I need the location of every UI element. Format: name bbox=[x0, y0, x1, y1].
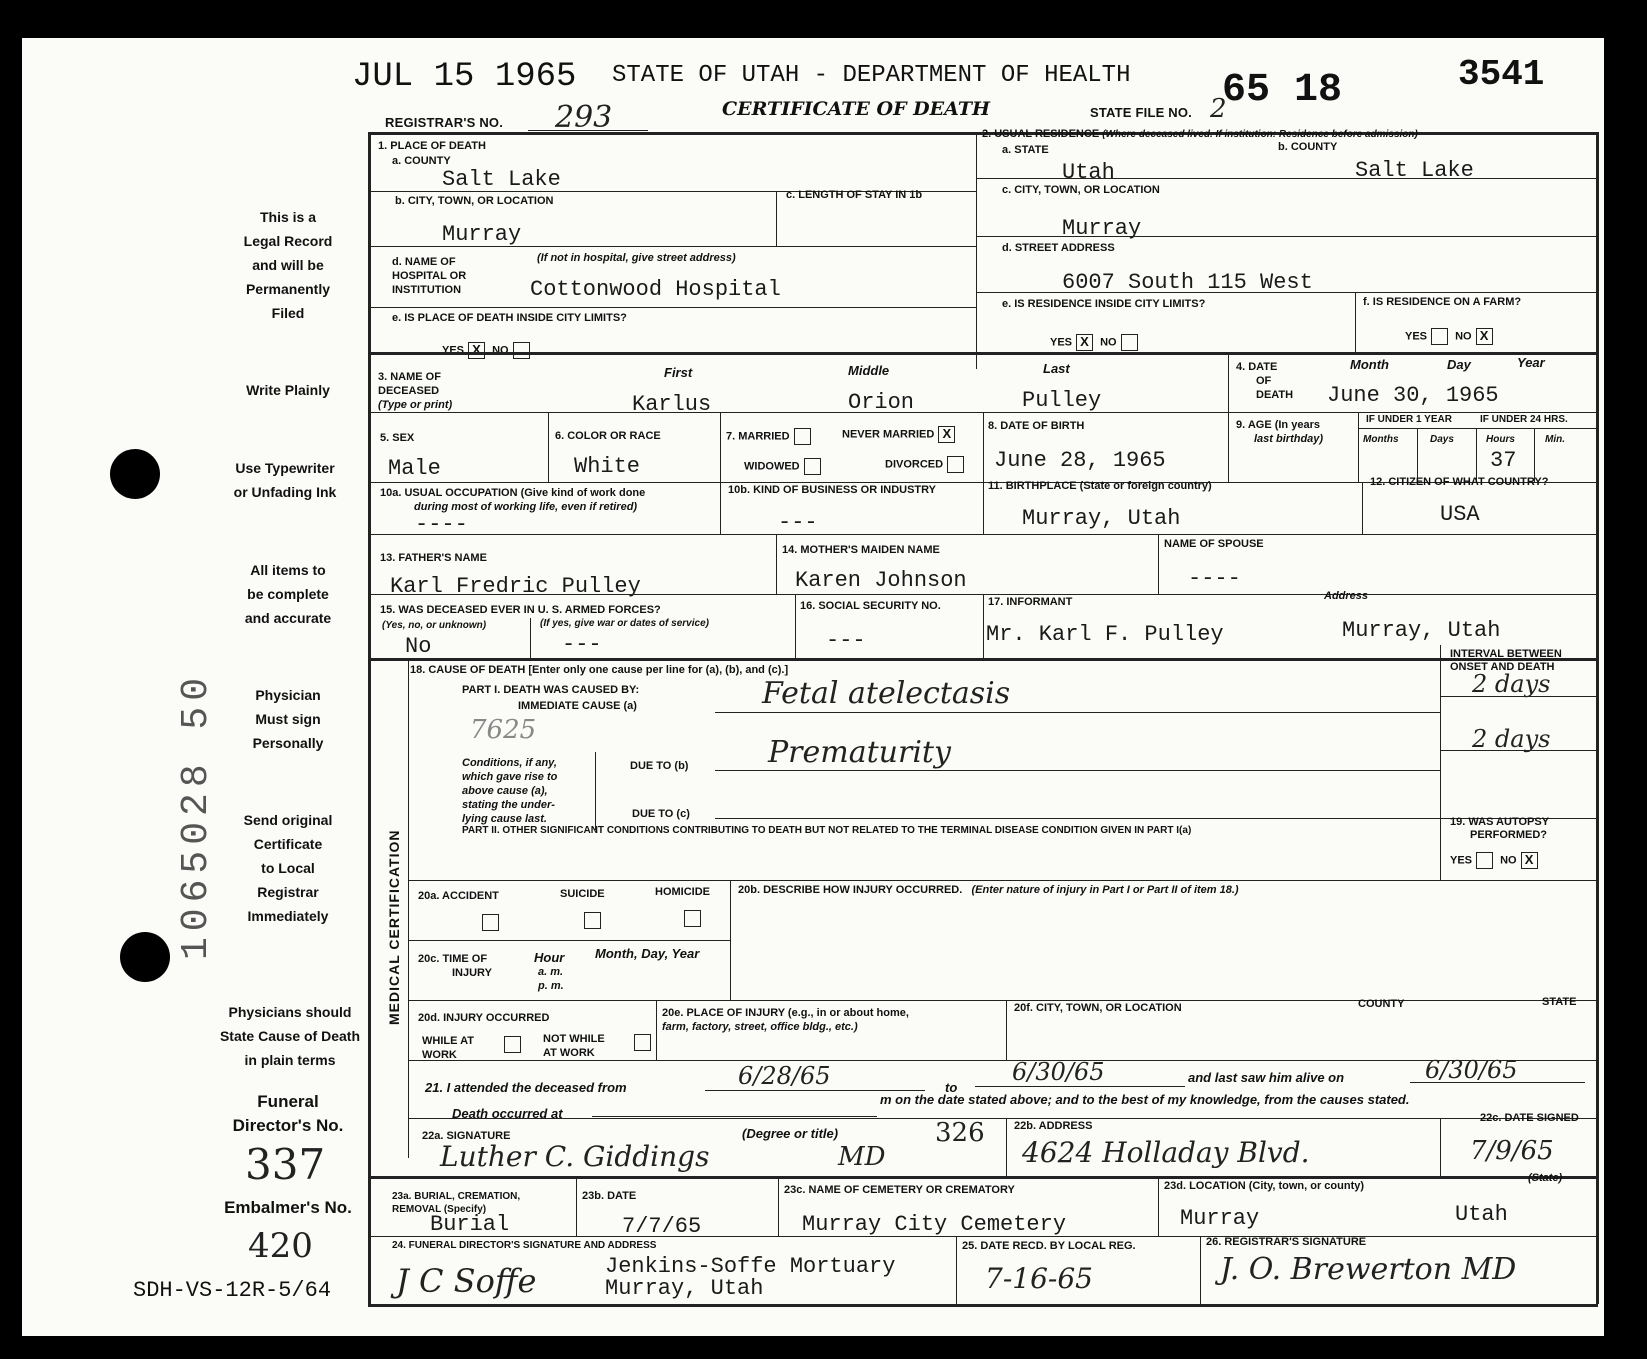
injury-county-label: COUNTY bbox=[1358, 998, 1405, 1010]
residence-state: Utah bbox=[1062, 160, 1115, 185]
farm-label: f. IS RESIDENCE ON A FARM? bbox=[1363, 296, 1522, 308]
race-label: 6. COLOR OR RACE bbox=[555, 430, 661, 442]
sidebar-send: Send original Certificate to Local Registrar Immediately bbox=[243, 812, 333, 924]
hospital-name: Cottonwood Hospital bbox=[530, 277, 781, 302]
first-name: Karlus bbox=[632, 392, 712, 417]
last-name: Pulley bbox=[1022, 388, 1102, 413]
physician-address: 4624 Holladay Blvd. bbox=[1022, 1136, 1310, 1169]
immediate-cause: Fetal atelectasis bbox=[762, 676, 1011, 711]
sidebar-typewriter: Use Typewriter or Unfading Ink bbox=[233, 460, 337, 500]
accident-label: 20a. ACCIDENT bbox=[418, 890, 499, 902]
burial-date: 7/7/65 bbox=[622, 1214, 702, 1239]
date-stamp: JUL 15 1965 bbox=[352, 58, 577, 96]
autopsy-yes-checkbox[interactable] bbox=[1476, 852, 1493, 869]
last-saw: 6/30/65 bbox=[1425, 1056, 1518, 1084]
conditions-label: Conditions, if any, which gave rise to above cause (a), stating the under- lying cause last. bbox=[462, 757, 558, 825]
funeral-home-name: Jenkins-Soffe Mortuary bbox=[605, 1254, 896, 1279]
year-label: Year bbox=[1517, 355, 1545, 370]
date-received: 7-16-65 bbox=[985, 1262, 1093, 1295]
middle-label: Middle bbox=[848, 363, 890, 378]
birth-date-label: 8. DATE OF BIRTH bbox=[988, 420, 1085, 432]
physician-address-label: 22b. ADDRESS bbox=[1014, 1120, 1093, 1132]
age-hours: 37 bbox=[1490, 448, 1517, 473]
yes-checkbox[interactable]: X bbox=[468, 342, 485, 359]
day-label: Day bbox=[1447, 357, 1471, 372]
residence-county: Salt Lake bbox=[1355, 158, 1474, 183]
month-day-year-label: Month, Day, Year bbox=[595, 946, 700, 961]
street-address: 6007 South 115 West bbox=[1062, 270, 1313, 295]
medical-certification-label: MEDICAL CERTIFICATION bbox=[386, 829, 402, 1025]
death-date: June 30, 1965 bbox=[1327, 383, 1499, 408]
widowed-checkbox[interactable] bbox=[804, 458, 821, 475]
part-1-label: PART I. DEATH WAS CAUSED BY: bbox=[462, 684, 640, 696]
residence-county-label: b. COUNTY bbox=[1278, 141, 1338, 153]
agency-title: STATE OF UTAH - DEPARTMENT OF HEALTH bbox=[612, 62, 1131, 89]
physician-number: 326 bbox=[935, 1118, 985, 1148]
hour-label: Hour bbox=[534, 950, 565, 965]
registrars-no-label: REGISTRAR'S NO. bbox=[385, 115, 504, 130]
business: --- bbox=[778, 510, 818, 535]
part-2-label: PART II. OTHER SIGNIFICANT CONDITIONS CONTRIBUTING TO DEATH BUT NOT RELATED TO THE TERMINAL DISEASE CONDITION GIVEN IN PART I(a) bbox=[462, 825, 1192, 836]
residence-city-label: c. CITY, TOWN, OR LOCATION bbox=[1002, 184, 1160, 196]
month-label: Month bbox=[1350, 357, 1389, 372]
injury-occurred-label: 20d. INJURY OCCURRED bbox=[418, 1012, 550, 1024]
while-at-work-checkbox[interactable] bbox=[504, 1036, 521, 1053]
residence-farm: YES NO X bbox=[1405, 328, 1497, 345]
address-label: Address bbox=[1324, 590, 1369, 602]
autopsy-performed: YES NO X bbox=[1450, 852, 1542, 869]
am-label: a. m. bbox=[538, 966, 564, 978]
to-label: to bbox=[945, 1080, 958, 1095]
funeral-director-no: 337 bbox=[245, 1140, 326, 1189]
age-label: 9. AGE (In years last birthday) bbox=[1236, 419, 1324, 445]
hospital-label: d. NAME OF HOSPITAL OR INSTITUTION bbox=[392, 256, 467, 296]
suicide-checkbox[interactable] bbox=[584, 912, 601, 929]
residence-yes-checkbox[interactable]: X bbox=[1076, 334, 1093, 351]
marital-married: 7. MARRIED bbox=[726, 428, 815, 445]
divorced-checkbox[interactable] bbox=[947, 456, 964, 473]
farm-yes-checkbox[interactable] bbox=[1431, 328, 1448, 345]
months-label: Months bbox=[1363, 434, 1399, 445]
not-while-at-work: NOT WHILE AT WORK bbox=[543, 1033, 605, 1059]
injury-city-label: 20f. CITY, TOWN, OR LOCATION bbox=[1014, 1002, 1182, 1014]
registrars-no: 293 bbox=[555, 100, 613, 135]
married-checkbox[interactable] bbox=[794, 428, 811, 445]
classification-code: 7625 bbox=[470, 715, 537, 745]
burial-type: Burial bbox=[430, 1212, 510, 1237]
date-signed: 7/9/65 bbox=[1470, 1136, 1554, 1166]
marital-widowed: WIDOWED bbox=[744, 458, 825, 475]
punch-hole-top bbox=[110, 449, 160, 499]
last-saw-label: and last saw him alive on bbox=[1188, 1070, 1345, 1085]
burial-location: Murray bbox=[1180, 1206, 1260, 1231]
file-number: 3541 bbox=[1458, 54, 1545, 95]
hours-label: Hours bbox=[1486, 434, 1515, 445]
under-24-label: IF UNDER 24 HRS. bbox=[1480, 414, 1568, 425]
pm-label: p. m. bbox=[538, 980, 564, 992]
cemetery-label: 23c. NAME OF CEMETERY OR CREMATORY bbox=[784, 1184, 1015, 1196]
autopsy-no-checkbox[interactable]: X bbox=[1521, 852, 1538, 869]
usual-residence-label: 2. USUAL RESIDENCE (Where deceased lived. If institution: Residence before admission) bbox=[982, 128, 1418, 140]
last-label: Last bbox=[1043, 361, 1070, 376]
sex-label: 5. SEX bbox=[380, 432, 415, 444]
citizen: USA bbox=[1440, 502, 1480, 527]
hospital-note: (If not in hospital, give street address) bbox=[537, 252, 736, 264]
document-title: CERTIFICATE OF DEATH bbox=[722, 98, 990, 120]
armed-sub-1: (Yes, no, or unknown) bbox=[382, 620, 487, 631]
date-received-label: 25. DATE RECD. BY LOCAL REG. bbox=[962, 1240, 1136, 1252]
attended-to: 6/30/65 bbox=[1012, 1058, 1105, 1086]
autopsy-label: 19. WAS AUTOPSY PERFORMED? bbox=[1450, 816, 1550, 841]
sidebar-physicians-should: Physicians should State Cause of Death in plain terms bbox=[219, 1004, 361, 1068]
farm-no-checkbox[interactable]: X bbox=[1476, 328, 1493, 345]
punch-hole-bottom bbox=[120, 932, 170, 982]
injury-desc-label: 20b. DESCRIBE HOW INJURY OCCURRED. (Enter nature of injury in Part I or Part II of item 18.) bbox=[738, 884, 1239, 896]
race: White bbox=[574, 454, 641, 479]
never-married-checkbox[interactable]: X bbox=[938, 426, 955, 443]
accident-checkbox[interactable] bbox=[482, 914, 499, 931]
degree-label: (Degree or title) bbox=[742, 1126, 839, 1141]
armed-dates: --- bbox=[562, 632, 602, 657]
location-label: 23d. LOCATION (City, town, or county) bbox=[1164, 1180, 1365, 1192]
birthplace-label: 11. BIRTHPLACE (State or foreign country) bbox=[988, 480, 1212, 492]
marital-divorced: DIVORCED bbox=[885, 456, 968, 473]
burial-state: Utah bbox=[1455, 1202, 1508, 1227]
mother-label: 14. MOTHER'S MAIDEN NAME bbox=[782, 544, 940, 556]
location-state-label: (State) bbox=[1528, 1172, 1563, 1184]
first-label: First bbox=[664, 365, 693, 380]
no-checkbox[interactable] bbox=[513, 342, 530, 359]
due-to-b: Prematurity bbox=[768, 735, 951, 770]
death-county: Salt Lake bbox=[442, 167, 561, 192]
attended-from: 6/28/65 bbox=[738, 1062, 831, 1090]
state-file-no: 2 bbox=[1210, 94, 1227, 124]
not-while-at-work-checkbox[interactable] bbox=[634, 1034, 651, 1051]
length-stay-label: c. LENGTH OF STAY IN 1b bbox=[786, 189, 923, 201]
birthplace: Murray, Utah bbox=[1022, 506, 1181, 531]
death-inside-city: YES X NO bbox=[442, 342, 534, 359]
armed-forces: No bbox=[405, 634, 432, 659]
ssn-label: 16. SOCIAL SECURITY NO. bbox=[800, 600, 941, 612]
due-to-b-label: DUE TO (b) bbox=[630, 760, 689, 772]
informant-label: 17. INFORMANT bbox=[988, 596, 1073, 608]
informant-address: Murray, Utah bbox=[1342, 618, 1501, 643]
sidebar-legal-record: This is a Legal Record and will be Permanently Filed bbox=[243, 209, 333, 321]
armed-sub-2: (If yes, give war or dates of service) bbox=[540, 618, 709, 629]
deceased-name-label: 3. NAME OF DECEASED (Type or print) bbox=[378, 371, 453, 411]
occurred-at-label: Death occurred at bbox=[452, 1106, 563, 1121]
immediate-cause-label: IMMEDIATE CAUSE (a) bbox=[518, 700, 637, 712]
residence-inside-label: e. IS RESIDENCE INSIDE CITY LIMITS? bbox=[1002, 298, 1206, 310]
occurred-at-tail: m on the date stated above; and to the best of my knowledge, from the causes stated. bbox=[880, 1092, 1410, 1107]
registrar-signature: J. O. Brewerton MD bbox=[1220, 1252, 1517, 1287]
birth-date: June 28, 1965 bbox=[994, 448, 1166, 473]
county-label: a. COUNTY bbox=[392, 155, 451, 167]
sex: Male bbox=[388, 456, 441, 481]
funeral-director-signature: J C Soffe bbox=[396, 1262, 537, 1300]
embalmer-label: Embalmer's No. bbox=[224, 1198, 352, 1217]
signature-label: 22a. SIGNATURE bbox=[422, 1130, 511, 1142]
interval-a: 2 days bbox=[1472, 670, 1551, 698]
file-prefix: 65 18 bbox=[1222, 68, 1343, 113]
interval-label: INTERVAL BETWEEN ONSET AND DEATH bbox=[1450, 648, 1562, 673]
time-of-injury-label: 20c. TIME OF INJURY bbox=[418, 953, 492, 979]
funeral-home-city: Murray, Utah bbox=[605, 1276, 764, 1301]
spouse-name: ---- bbox=[1188, 566, 1241, 591]
occupation: ---- bbox=[415, 512, 468, 537]
interval-b: 2 days bbox=[1472, 725, 1551, 753]
middle-name: Orion bbox=[848, 390, 915, 415]
informant-name: Mr. Karl F. Pulley bbox=[986, 622, 1224, 647]
death-date-label: 4. DATE OF DEATH bbox=[1236, 361, 1294, 401]
business-label: 10b. KIND OF BUSINESS OR INDUSTRY bbox=[728, 484, 937, 496]
under-1-year-label: IF UNDER 1 YEAR bbox=[1366, 414, 1452, 425]
registrar-sig-label: 26. REGISTRAR'S SIGNATURE bbox=[1206, 1236, 1367, 1248]
place-of-injury-label: 20e. PLACE OF INJURY (e.g., in or about home, farm, factory, street, office bldg., etc.) bbox=[662, 1007, 909, 1033]
homicide-label: HOMICIDE bbox=[655, 886, 710, 898]
min-label: Min. bbox=[1545, 434, 1565, 445]
physician-degree: MD bbox=[838, 1142, 886, 1172]
spouse-label: NAME OF SPOUSE bbox=[1164, 538, 1264, 550]
place-of-death-label: 1. PLACE OF DEATH bbox=[378, 140, 486, 152]
death-city: Murray bbox=[442, 222, 522, 247]
embalmer-no: 420 bbox=[248, 1226, 313, 1266]
funeral-director-label: Funeral Director's No. bbox=[232, 1092, 344, 1135]
residence-inside-city: YES X NO bbox=[1050, 334, 1142, 351]
injury-state-label: STATE bbox=[1542, 996, 1577, 1008]
ssn: --- bbox=[826, 628, 866, 653]
homicide-checkbox[interactable] bbox=[684, 910, 701, 927]
inside-city-label: e. IS PLACE OF DEATH INSIDE CITY LIMITS? bbox=[392, 312, 627, 324]
father-name: Karl Fredric Pulley bbox=[390, 574, 641, 599]
cause-of-death-label: 18. CAUSE OF DEATH [Enter only one cause per line for (a), (b), and (c).] bbox=[410, 664, 789, 676]
attended-label: 21. I attended the deceased from bbox=[425, 1080, 627, 1095]
marital-never: NEVER MARRIED X bbox=[842, 426, 959, 443]
due-to-c-label: DUE TO (c) bbox=[632, 808, 690, 820]
date-signed-label: 22c. DATE SIGNED bbox=[1480, 1112, 1579, 1124]
burial-date-label: 23b. DATE bbox=[582, 1190, 637, 1202]
mother-name: Karen Johnson bbox=[795, 568, 967, 593]
residence-city: Murray bbox=[1062, 216, 1142, 241]
suicide-label: SUICIDE bbox=[560, 888, 605, 900]
funeral-director-sig-label: 24. FUNERAL DIRECTOR'S SIGNATURE AND ADDRESS bbox=[392, 1240, 657, 1251]
microfilm-number: 1065028 50 bbox=[175, 671, 218, 960]
sidebar-physician: Physician Must sign Personally bbox=[252, 687, 324, 751]
residence-no-checkbox[interactable] bbox=[1121, 334, 1138, 351]
occupation-label: 10a. USUAL OCCUPATION (Give kind of work done during most of working life, even if retired) bbox=[380, 487, 646, 513]
residence-state-label: a. STATE bbox=[1002, 144, 1049, 156]
days-label: Days bbox=[1430, 434, 1454, 445]
burial-label: 23a. BURIAL, CREMATION, REMOVAL (Specify) bbox=[392, 1191, 521, 1215]
father-label: 13. FATHER'S NAME bbox=[380, 552, 487, 564]
street-label: d. STREET ADDRESS bbox=[1002, 242, 1115, 254]
armed-forces-label: 15. WAS DECEASED EVER IN U. S. ARMED FORCES? bbox=[380, 604, 661, 616]
cemetery-name: Murray City Cemetery bbox=[802, 1212, 1067, 1237]
physician-signature: Luther C. Giddings bbox=[440, 1140, 710, 1173]
city-label: b. CITY, TOWN, OR LOCATION bbox=[395, 195, 554, 207]
state-file-no-label: STATE FILE NO. bbox=[1090, 105, 1192, 120]
while-at-work: WHILE AT WORK bbox=[422, 1035, 474, 1061]
sidebar-complete: All items to be complete and accurate bbox=[244, 562, 332, 626]
sidebar-write-plainly: Write Plainly bbox=[246, 382, 330, 398]
form-code: SDH-VS-12R-5/64 bbox=[133, 1278, 332, 1303]
citizen-label: 12. CITIZEN OF WHAT COUNTRY? bbox=[1370, 476, 1549, 488]
